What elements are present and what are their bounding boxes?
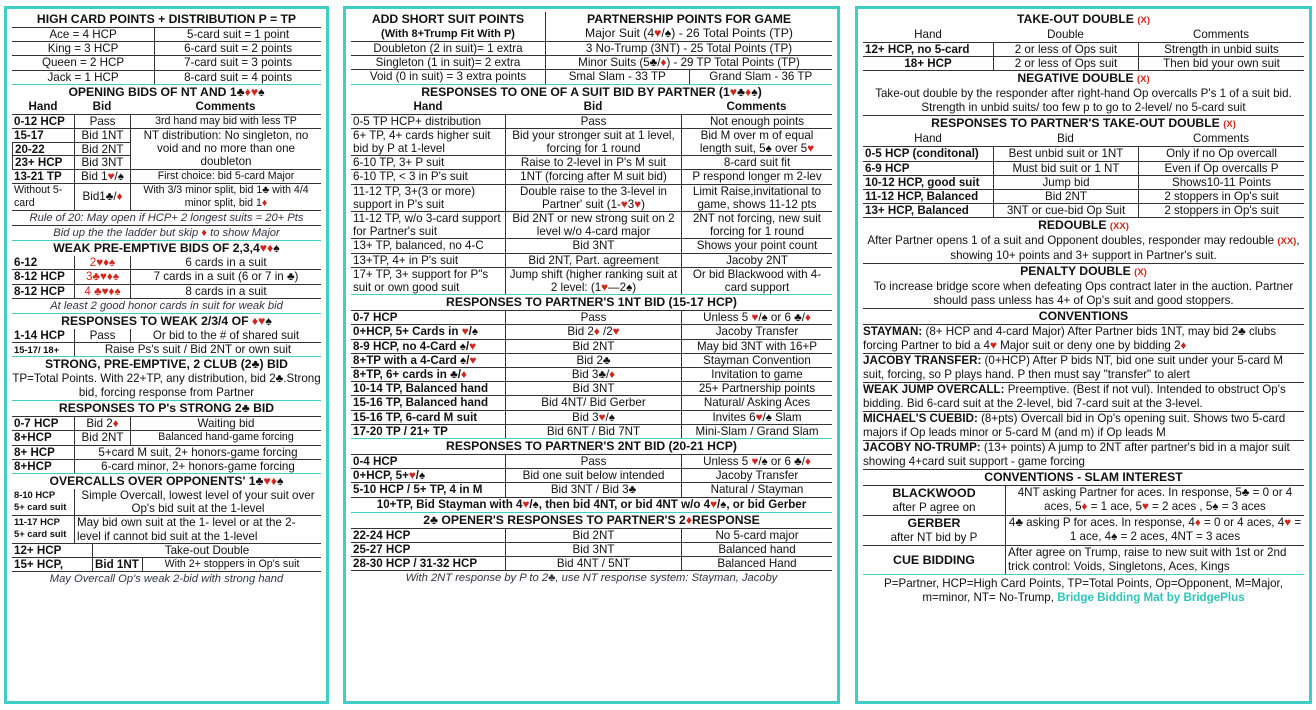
convention-michaels: MICHAEL'S CUEBID: (8+pts) Overcall bid in Op's opening suit. Shows two 5-card majors if Op leads minor or 5-card M (and m) if Op leads M [863,412,1304,441]
resp-2nt-row: 0+HCP, 5+♥/♠ Bid one suit below intended Jacoby Transfer [351,469,832,483]
resp-2nt-row: 5-10 HCP / 5+ TP, 4 in M Bid 3NT / Bid 3♣ Natural / Stayman [351,483,832,497]
resp-2nt-row: 0-4 HCP Pass Unless 5 ♥/♠ or 6 ♣/♦ [351,455,832,469]
penalty-double-title: PENALTY DOUBLE (X) [1020,264,1147,279]
resp-1nt-row: 15-16 TP, 6-card M suit Bid 3♥/♠ Invites 6♥/♠ Slam [351,411,832,425]
panel-doubles-conventions [855,6,1312,704]
resp-1nt-row: 10-14 TP, Balanced hand Bid 3NT 25+ Partnership points [351,382,832,396]
resp-1nt-row: 17-20 TP / 21+ TP Bid 6NT / Bid 7NT Mini-Slam / Grand Slam [351,425,832,439]
resp-1nt-row: 8+TP, 6+ cards in ♣/♦ Bid 3♣/♦ Invitation to game [351,368,832,382]
slam-blackwood: BLACKWOOD after P agree on 4NT asking Partner for aces. In response, 5♣ = 0 or 4 aces, 5♦ = 1 ace, 5♥ = 2 aces , 5♠ = 3 aces [863,486,1304,516]
opening-title: OPENING BIDS OF NT AND 1♣♦♥♠ [68,84,265,99]
resp-1suit-row: 13+ TP, balanced, no 4-C Bid 3NT Shows your point count [351,239,832,253]
resp-takeout-row: 10-12 HCP, good suit Jump bid Shows10-11 Points [863,176,1304,190]
resp-2d-row: 28-30 HCP / 31-32 HCP Bid 4NT / 5NT Balanced Hand [351,557,832,571]
resp-1suit-row: 17+ TP, 3+ support for P"s suit or own good suit Jump shift (higher ranking suit at 2 level: (1♥—2♠) Or bid Blackwood with 4-card support [351,268,832,295]
strong-2c-title: STRONG, PRE-EMPTIVE, 2 CLUB (2♣) BID [45,357,288,372]
resp-takeout-col-headers: Hand Bid Comments [863,132,1304,147]
short-suit-row: Void (0 in suit) = 3 extra points Smal Slam - 33 TP Grand Slam - 36 TP [351,70,832,84]
resp-1nt-row: 8+TP with a 4-Card ♠/♥ Bid 2♣ Stayman Convention [351,354,832,368]
penalty-double-text: To increase bridge score when defeating Ops contract later in the auction. Partner should pass unless has 4+ of Op's suit and good stoppers. [863,280,1304,309]
opening-row: 13-21 TP Bid 1♥/♠ First choice: bid 5-card Major [12,170,321,184]
weak-row: 6-12 2♥♦♠ 6 cards in a suit [12,256,321,270]
resp-weak-row: 15-17/ 18+ Raise Ps's suit / Bid 2NT or own suit [12,343,321,357]
resp-1suit-col-headers: Hand Bid Comments [351,100,832,115]
resp-1nt-row: 8-9 HCP, no 4-Card ♠/♥ Bid 2NT May bid 3NT with 16+P [351,340,832,354]
weak-row: 8-12 HCP 4 ♣♥♦♠ 8 cards in a suit [12,285,321,299]
hcp-row: Ace = 4 HCP 5-card suit = 1 point [12,28,321,42]
negative-double-title: NEGATIVE DOUBLE (X) [1017,71,1150,86]
resp-2d-title: 2♣ OPENER'S RESPONSES TO PARTNER'S 2♦RESPONSE [351,513,832,529]
takeout-row: 12+ HCP, no 5-card 2 or less of Ops suit Strength in unbid suits [863,43,1304,57]
convention-jacoby-transfer: JACOBY TRANSFER: (0+HCP) After P bids NT, bid one suit under your 5-card M suit, forcing, so P plays hand. P then must say "transfer" to alert [863,354,1304,383]
redouble-title: REDOUBLE (XX) [1038,218,1129,233]
resp-1suit-row: 6+ TP, 4+ cards higher suit bid by P at 1-level Bid your stronger suit at 1 level, forcing for 1 round Bid M over m of equal length suit, 5♠ over 5♥ [351,129,832,156]
resp-1nt-row: 15-16 TP, Balanced hand Bid 4NT/ Bid Gerber Natural/ Asking Aces [351,396,832,410]
resp-2c-title: RESPONSES TO P's STRONG 2♣ BID [12,401,321,417]
opening-col-headers: Hand Bid Comments [12,100,321,115]
overcalls-title: OVERCALLS OVER OPPONENTS' 1♣♥♦♠ [49,474,284,489]
resp-2d-row: 22-24 HCP Bid 2NT No 5-card major [351,529,832,543]
resp-2c-row: 8+HCP Bid 2NT Balanced hand-game forcing [12,431,321,445]
short-suit-row: Singleton (1 in suit)= 2 extra Minor Suits (5♣/♦) - 29 TP Total Points (TP) [351,56,832,70]
resp-takeout-row: 0-5 HCP (conditonal) Best unbid suit or 1NT Only if no Op overcall [863,147,1304,161]
short-suit-header: ADD SHORT SUIT POINTS (With 8+Trump Fit With P) PARTNERSHIP POINTS FOR GAME Major Suit (4♥/♠) - 26 Total Points (TP) [351,12,832,42]
panel-responses [343,6,840,704]
opening-row: 0-12 HCP Pass 3rd hand may bid with less TP [12,115,321,129]
slam-cue-bidding: CUE BIDDING After agree on Trump, raise to new suit with 1st or 2nd trick control: Voids, Singletons, Aces, Kings [863,546,1304,575]
opening-row: Without 5-card Bid1♣/♦ With 3/3 minor split, bid 1♣ with 4/4 minor split, bid 1♦ [12,184,321,211]
resp-1suit-row: 0-5 TP HCP+ distribution Pass Not enough points [351,115,832,129]
weak-note: At least 2 good honor cards in suit for weak bid [12,299,321,314]
slam-interest-title: CONVENTIONS - SLAM INTEREST [863,470,1304,486]
hcp-row: King = 3 HCP 6-card suit = 2 points [12,42,321,56]
resp-takeout-row: 13+ HCP, Balanced 3NT or cue-bid Op Suit 2 stoppers in Op's suit [863,204,1304,218]
resp-2nt-last: 10+TP, Bid Stayman with 4♥/♠, then bid 4NT, or bid 4NT w/o 4♥/♠, or bid Gerber [351,498,832,513]
convention-stayman: STAYMAN: (8+ HCP and 4-card Major) After Partner bids 1NT, may bid 2♣ clubs forcing Partner to bid a 4♥ Major suit or deny one by bidding 2♦ [863,325,1304,354]
resp-1suit-row: 6-10 TP, < 3 in P's suit 1NT (forcing after M suit bid) P respond longer m 2-lev [351,170,832,184]
takeout-double-title: TAKE-OUT DOUBLE (X) [1017,12,1150,26]
overcall-row: 12+ HCP Take-out Double [12,544,321,558]
resp-1nt-title: RESPONSES TO PARTNER'S 1NT BID (15-17 HCP) [351,295,832,311]
resp-2c-row: 0-7 HCP Bid 2♦ Waiting bid [12,417,321,431]
takeout-col-headers: Hand Double Comments [863,28,1304,43]
resp-1suit-row: 11-12 TP, w/o 3-card support for Partner's suit Bid 2NT or new strong suit on 2 level w/o 4-card major 2NT not forcing, new suit forcing for 1 round [351,212,832,239]
resp-2c-row: 8+HCP 6-card minor, 2+ honors-game forcing [12,460,321,474]
resp-2c-row: 8+ HCP 5+card M suit, 2+ honors-game forcing [12,446,321,460]
rule-of-20-note: Rule of 20: May open if HCP+ 2 longest suits = 20+ Pts [12,211,321,226]
slam-gerber: GERBER after NT bid by P 4♣ asking P for aces. In response, 4♦ = 0 or 4 aces, 4♥ = 1 ace, 4♠ = 2 aces, 4NT = 3 aces [863,516,1304,546]
resp-2d-row: 25-27 HCP Bid 3NT Balanced hand [351,543,832,557]
resp-1nt-row: 0-7 HCP Pass Unless 5 ♥/♠ or 6 ♣/♦ [351,311,832,325]
conventions-title: CONVENTIONS [863,309,1304,325]
hcp-title: HIGH CARD POINTS + DISTRIBUTION P = TP [12,12,321,28]
strong-2c-text: TP=Total Points. With 22+TP, any distribution, bid 2♣.Strong bid, forcing response from Partner [12,372,321,400]
resp-takeout-row: 11-12 HCP, Balanced Bid 2NT 2 stoppers in Op's suit [863,190,1304,204]
overcall-row: 8-10 HCP 5+ card suit Simple Overcall, lowest level of your suit over Op's bid suit at the 1-level [12,489,321,516]
ladder-note: Bid up the the ladder but skip ♦ to show Major [12,226,321,241]
resp-1suit-row: 6-10 TP, 3+ P suit Raise to 2-level in P's M suit 8-card suit fit [351,156,832,170]
convention-jacoby-nt: JACOBY NO-TRUMP: (13+ points) A jump to 2NT after partner's bid in a major suit showing 4+card suit support - game forcing [863,441,1304,470]
overcall-note: May Overcall Op's weak 2-bid with strong hand [49,573,284,586]
weak-title: WEAK PRE-EMPTIVE BIDS OF 2,3,4♥♦♠ [53,241,280,256]
overcall-row: 15+ HCP, Bid 1NT With 2+ stoppers in Op's suit [12,558,321,572]
hcp-row: Queen = 2 HCP 7-card suit = 3 points [12,56,321,70]
brand-credit: Bridge Bidding Mat by BridgePlus [1057,591,1245,605]
resp-1suit-title: RESPONSES TO ONE OF A SUIT BID BY PARTNER (1♥♣♦♠) [421,84,762,99]
resp-1suit-row: 11-12 TP, 3+(3 or more) support in P's suit Double raise to the 3-level in Partner' suit (1-♥3♥) Limit Raise,invitational to game, shows 11-12 pts [351,185,832,212]
resp-takeout-title: RESPONSES TO PARTNER'S TAKE-OUT DOUBLE (X) [931,116,1236,131]
resp-2nt-title: RESPONSES TO PARTNER'S 2NT BID (20-21 HCP) [351,439,832,455]
overcall-row: 11-17 HCP 5+ card suit May bid own suit at the 1- level or at the 2-level if cannot bid suit at the 1-level [12,516,321,543]
resp-weak-title: RESPONSES TO WEAK 2/3/4 OF ♦♥♠ [61,313,272,328]
resp-1suit-row: 13+TP, 4+ in P's suit Bid 2NT, Part. agreement Jacoby 2NT [351,254,832,268]
resp-weak-row: 1-14 HCP Pass Or bid to the # of shared suit [12,329,321,343]
short-suit-row: Doubleton (2 in suit)= 1 extra 3 No-Trump (3NT) - 25 Total Points (TP) [351,42,832,56]
legend: P=Partner, HCP=High Card Points, TP=Total Points, Op=Opponent, M=Major, m=minor, NT= No-Trump, Bridge Bidding Mat by BridgePlus [883,577,1283,605]
weak-row: 8-12 HCP 3♣♥♦♠ 7 cards in a suit (6 or 7 in ♣) [12,270,321,284]
convention-weak-jump: WEAK JUMP OVERCALL: Preemptive. (Best if not vul). Intended to obstruct Op's bidding. Bid 6-card suit at the 2-level, bid 7-card suit at the 3-level. [863,383,1304,412]
resp-takeout-row: 6-9 HCP Must bid suit or 1 NT Even if Op overcalls P [863,162,1304,176]
opening-row-nt: 15-17 Bid 1NT 20-22 Bid 2NT 23+ HCP Bid 3NT NT distribution: No singleton, no void and no more than one doubleton [12,129,321,170]
panel-opening-bids [4,6,329,704]
takeout-row: 18+ HCP 2 or less of Ops suit Then bid your own suit [863,57,1304,71]
negative-double-text: Take-out double by the responder after right-hand Op overcalls P's 1 of a suit bid. Strength in unbid suits/ too few p to go to 2-level/ no 5-card suit [863,87,1304,116]
hcp-row: Jack = 1 HCP 8-card suit = 4 points [12,71,321,85]
resp-2d-note: With 2NT response by P to 2♣, use NT response system: Stayman, Jacoby [405,572,778,585]
redouble-text: After Partner opens 1 of a suit and Opponent doubles, responder may redouble (XX), showing 10+ points and 3+ support in Partner's suit. [863,234,1304,264]
resp-1nt-row: 0+HCP, 5+ Cards in ♥/♠ Bid 2♦ /2♥ Jacoby Transfer [351,325,832,339]
